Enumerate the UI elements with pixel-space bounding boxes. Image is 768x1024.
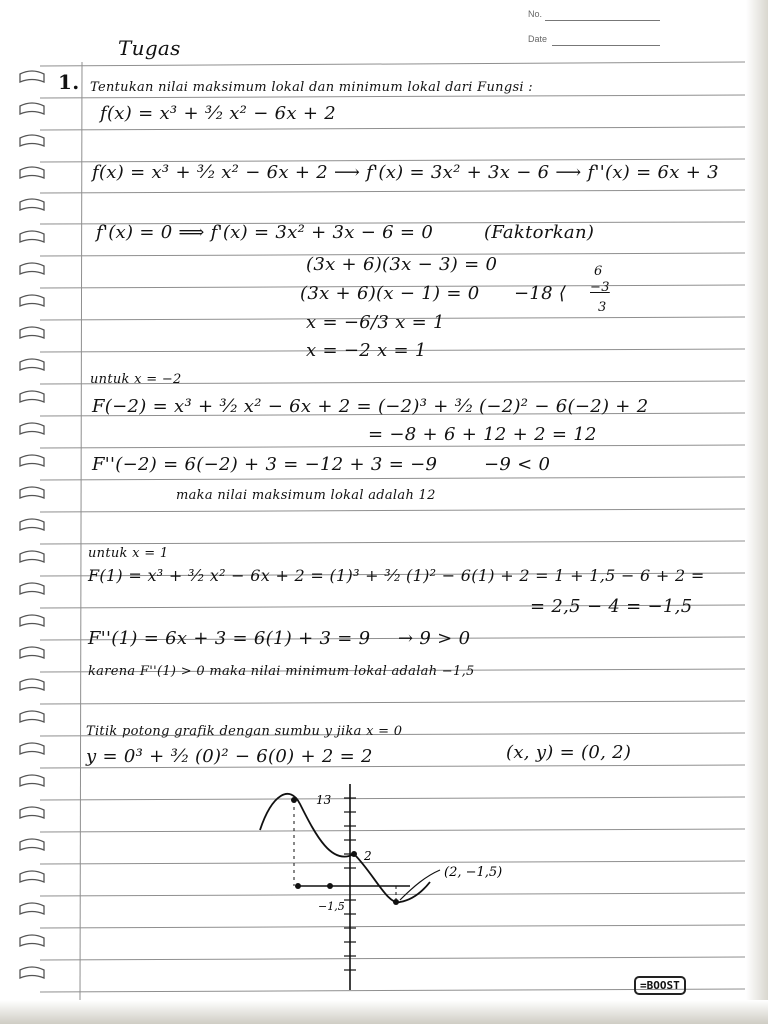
case-min-second-derivative: F''(1) = 6x + 3 = 6(1) + 3 = 9 <box>88 628 371 649</box>
min-point <box>393 899 399 905</box>
graph-label-max: 13 <box>316 793 332 807</box>
intercept-point: (x, y) = (0, 2) <box>506 742 632 763</box>
case-max-conclusion: maka nilai maksimum lokal adalah 12 <box>176 488 436 503</box>
case-max-heading: untuk x = −2 <box>90 372 182 387</box>
critical-setup: f'(x) = 0 ⟹ f'(x) = 3x² + 3x − 6 = 0 <box>96 222 434 243</box>
side-fraction-top: 6 <box>594 264 603 279</box>
sketch-graph <box>250 778 550 998</box>
case-min-eval-1: F(1) = x³ + ³⁄₂ x² − 6x + 2 = (1)³ + ³⁄₂ (1)² − 6(1) + 2 = 1 + 1,5 − 6 + 2 = <box>88 566 705 585</box>
brand-stamp: =BOOST <box>634 976 686 995</box>
factor-step-1: (3x + 6)(3x − 3) = 0 <box>306 254 498 275</box>
critical-method: (Faktorkan) <box>484 222 595 243</box>
case-max-second-derivative: F''(−2) = 6(−2) + 3 = −12 + 3 = −9 <box>92 454 438 475</box>
case-min-heading: untuk x = 1 <box>88 546 169 561</box>
intercept-point-dot <box>351 851 357 857</box>
roots-step-2: x = −2 x = 1 <box>306 340 427 361</box>
x-axis-point <box>295 883 301 889</box>
no-field-label: No. <box>528 9 543 19</box>
no-field-line <box>545 20 660 21</box>
spiral-binding <box>18 0 68 1024</box>
problem-function: f(x) = x³ + ³⁄₂ x² − 6x + 2 <box>100 103 337 124</box>
point-arrow <box>400 870 440 900</box>
graph-label-min: −1,5 <box>318 900 345 913</box>
roots-step-1: x = −6/3 x = 1 <box>306 312 445 333</box>
date-field-label: Date <box>528 34 548 44</box>
side-note: −18 ⟨ <box>514 283 567 304</box>
intercept-eval: y = 0³ + ³⁄₂ (0)² − 6(0) + 2 = 2 <box>86 746 373 767</box>
problem-number: 1. <box>58 70 80 94</box>
side-fraction-bottom: 3 <box>598 300 607 315</box>
intercept-heading: Titik potong grafik dengan sumbu y jika x = 0 <box>86 724 403 739</box>
page-title: Tugas <box>118 36 181 60</box>
derivative-chain: f(x) = x³ + ³⁄₂ x² − 6x + 2 ⟶ f'(x) = 3x² + 3x − 6 ⟶ f''(x) = 6x + 3 <box>92 162 719 183</box>
case-min-second-check: → 9 > 0 <box>398 628 471 649</box>
problem-statement: Tentukan nilai maksimum lokal dan minimum lokal dari Fungsi : <box>90 80 533 95</box>
side-fraction-mid: −3 <box>590 280 610 295</box>
case-min-eval-2: = 2,5 − 4 = −1,5 <box>530 596 693 617</box>
case-max-second-check: −9 < 0 <box>484 454 551 475</box>
page-edge-bottom <box>0 1000 768 1024</box>
x-axis-point <box>327 883 333 889</box>
case-max-eval-2: = −8 + 6 + 12 + 2 = 12 <box>368 424 597 445</box>
case-min-conclusion: karena F''(1) > 0 maka nilai minimum lokal adalah −1,5 <box>88 664 475 679</box>
factor-step-2: (3x + 6)(x − 1) = 0 <box>300 283 480 304</box>
graph-label-point: (2, −1,5) <box>444 865 503 880</box>
case-max-eval-1: F(−2) = x³ + ³⁄₂ x² − 6x + 2 = (−2)³ + ³⁄₂ (−2)² − 6(−2) + 2 <box>92 396 649 417</box>
page-edge-right <box>746 0 768 1024</box>
date-field-line <box>552 45 660 46</box>
max-point <box>291 797 297 803</box>
graph-label-intercept: 2 <box>364 849 372 863</box>
